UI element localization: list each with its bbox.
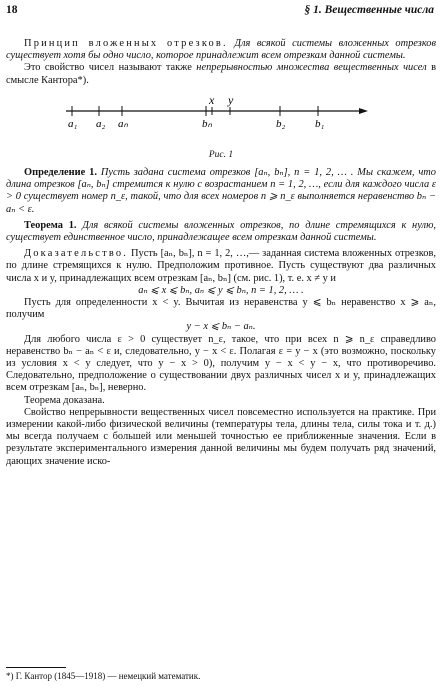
label-bn: bₙ — [202, 117, 212, 130]
continuity-paragraph — [6, 62, 436, 86]
proof-paragraph-2: Пусть для определенности x < y. Вычитая из неравенства y ⩽ bₙ неравенство x ⩾ aₙ, получим — [6, 297, 436, 321]
principle-title: Принцип вложенных отрезков. — [24, 38, 228, 49]
closing-paragraph: Свойство непрерывности вещественных чисел повсеместно используется на практике. При измерении какой-либо физической величины (температуры тела, длины тела, силы тока и т. д.) мы всегда получаем с большей или меньшей точностью ее приближенные значения. Если в результате экспериментального измерения данной величины мы будем получать ряд значений, дающих значение иско- — [6, 406, 436, 467]
figure-nested-segments — [6, 89, 436, 147]
continuity-text-b: в смысле Кантора*). — [6, 62, 436, 86]
proof-label: Доказательство. — [24, 248, 129, 260]
footnote-rule — [6, 667, 66, 668]
number-line-diagram — [6, 89, 436, 147]
theorem-title: Теорема 1. — [24, 219, 77, 231]
label-y: y — [228, 92, 234, 107]
definition-text-a: Пусть задана система отрезков [aₙ, bₙ], n = 1, 2, … . Мы скажем, что — [96, 167, 437, 179]
page-number: 18 — [6, 4, 18, 16]
proof-paragraph-3: Для любого числа ε > 0 существует n_ε, такое, что при всех n ⩾ n_ε справедливо неравенство bₙ − aₙ < ε и, следовательно, y − x < ε. Полагая ε = y − x (это возможно, поскольку из условия x < y следует, что y − x > 0), получим y − x < y − x, что противоречиво. Следовательно, предположение о существовании двух различных чисел x и y, принадлежащих всем отрезкам [aₙ, bₙ], неверно. — [6, 333, 436, 394]
definition-paragraph — [6, 167, 436, 216]
label-b1: b₁ — [315, 117, 325, 130]
label-a2: a₂ — [96, 117, 106, 130]
label-an: aₙ — [118, 117, 128, 130]
figure-caption: Рис. 1 — [208, 149, 234, 160]
definition-text-italic: длина отрезков — [6, 179, 75, 191]
theorem-paragraph — [6, 220, 436, 244]
proof-text: Пусть [aₙ, bₙ], n = 1, 2, …,— заданная система вложенных отрезков, по длине стремящихся к нулю. Предположим противное. Пусть существуют два различных числа x и y, принадлежащих всем отрезкам [aₙ, bₙ] (см. рис. 1), т. е. x ≠ y и — [6, 248, 436, 284]
theorem-text: Для всякой системы вложенных отрезков, по длине стремящихся к нулю, существует единственное число, принадлежащее всем отрезкам данной системы. — [6, 219, 437, 244]
definition-title: Определение 1. — [24, 167, 97, 179]
continuity-text-italic: непрерывностью множества вещественных чисел — [196, 62, 427, 74]
footnote — [6, 667, 436, 682]
principle-text: Для всякой системы вложенных отрезков существует хотя бы одно число, которое принадлежит всем отрезкам данной системы. — [6, 38, 436, 62]
principle-paragraph — [6, 38, 436, 62]
section-title: § 1. Вещественные числа — [304, 4, 434, 16]
proof-paragraph — [6, 248, 436, 285]
footnote-text: *) Г. Кантор (1845—1918) — немецкий математик. — [6, 671, 201, 681]
definition-text-b: [aₙ, bₙ] стремится к нулю с возрастанием n = 1, 2, …, если для каждого числа ε > 0 существует номер n_ε, такой, что для всех номеров n ⩾ n_ε выполняется неравенство bₙ − aₙ < ε. — [6, 179, 436, 215]
arrow-head — [359, 108, 368, 114]
label-x: x — [209, 92, 215, 107]
running-header — [6, 4, 434, 20]
formula-inequalities: aₙ ⩽ x ⩽ bₙ, aₙ ⩽ y ⩽ bₙ, n = 1, 2, … . — [138, 284, 304, 296]
proof-qed: Теорема доказана. — [24, 394, 105, 406]
page-body — [6, 38, 436, 468]
formula-difference: y − x ⩽ bₙ − aₙ. — [186, 321, 256, 333]
label-a1: a₁ — [68, 117, 78, 130]
continuity-text-a: Это свойство чисел называют также — [24, 62, 197, 74]
label-b2: b₂ — [276, 117, 286, 130]
